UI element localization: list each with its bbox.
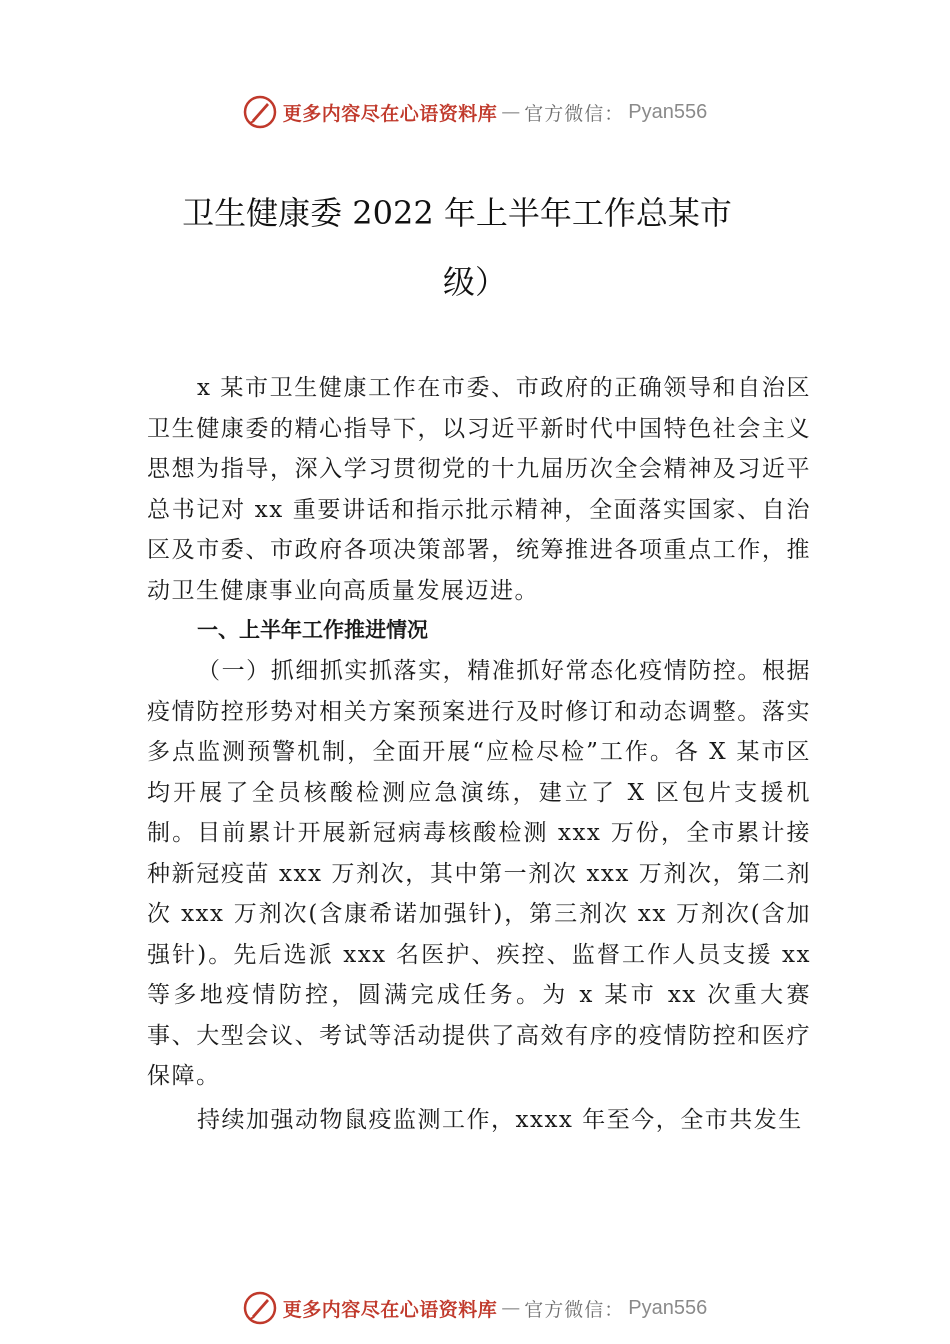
body-paragraph-1 <box>147 651 811 1097</box>
feather-pen-icon <box>243 1291 277 1325</box>
watermark-banner-bottom <box>0 1288 950 1328</box>
document-title-line2: 级） <box>442 263 507 301</box>
watermark-brand: 更多内容尽在心语资料库 <box>282 102 498 125</box>
body-paragraph-1-text: （一）抓细抓实抓落实，精准抓好常态化疫情防控。根据疫情防控形势对相关方案预案进行及时修订和动态调整。落实多点监测预警机制，全面开展“应检尽检”工作。各 X 某市区均开展了全员核酸检测应急演练，建立了 X 区包片支援机制。目前累计开展新冠病毒核酸检测 xxx 万份，全市累计接种新冠疫苗 xxx 万剂次，其中第一剂次 xxx 万剂次，第二剂次 xxx 万剂次(含康希诺加强针)，第三剂次 xx 万剂次(含加强针)。先后选派 xxx 名医护、疾控、监督工作人员支援 xx 等多地疫情防控，圆满完成任务。为 x 某市 xx 次重大赛事、大型会议、考试等活动提供了高效有序的疫情防控和医疗保障。 <box>147 658 811 1089</box>
intro-paragraph-text: x 某市卫生健康工作在市委、市政府的正确领导和自治区卫生健康委的精心指导下，以习近平新时代中国特色社会主义思想为指导，深入学习贯彻党的十九届历次全会精神及习近平总书记对 xx 重要讲话和指示批示精神，全面落实国家、自治区及市委、市政府各项决策部署，统筹推进各项重点工作，推动卫生健康事业向高质量发展迈进。 <box>147 375 811 604</box>
watermark-wechat-label: 官方微信： <box>524 1298 625 1321</box>
watermark-separator: — <box>501 101 521 123</box>
watermark-separator: — <box>501 1297 521 1319</box>
feather-pen-icon <box>243 95 277 129</box>
watermark-brand: 更多内容尽在心语资料库 <box>282 1298 498 1321</box>
watermark-banner-top <box>0 92 950 132</box>
intro-paragraph <box>147 368 811 611</box>
body-paragraph-2-text: 持续加强动物鼠疫监测工作，xxxx 年至今，全市共发生 <box>197 1107 803 1133</box>
document-title-line1: 卫生健康委 2022 年上半年工作总某市 <box>182 194 732 232</box>
watermark-wechat-label: 官方微信： <box>524 102 625 125</box>
watermark-wechat-id: Pyan556 <box>628 100 708 123</box>
watermark-wechat-id: Pyan556 <box>628 1296 708 1319</box>
body-paragraph-2 <box>147 1100 811 1141</box>
section-heading: 一、上半年工作推进情况 <box>197 618 428 642</box>
